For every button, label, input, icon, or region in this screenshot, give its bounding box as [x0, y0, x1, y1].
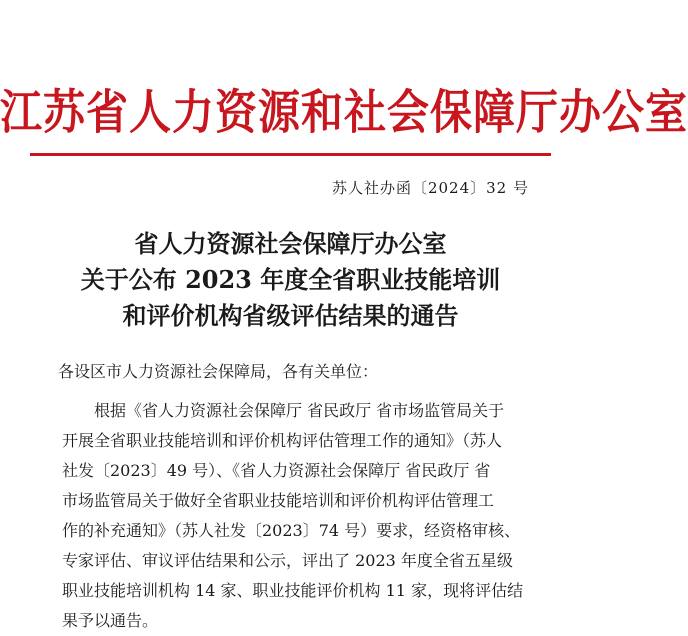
- body-line: 开展全省职业技能培训和评价机构评估管理工作的通知》（苏人: [62, 431, 503, 450]
- document-title: [0, 226, 581, 334]
- salutation: 各设区市人力资源社会保障局，各有关单位：: [58, 362, 379, 381]
- title-line: 关于公布 2023 年度全省职业技能培训: [80, 265, 501, 294]
- title-line: 和评价机构省级评估结果的通告: [122, 301, 459, 330]
- header-red-rule: [30, 153, 551, 156]
- document-number: 苏人社办函〔2024〕32 号: [331, 179, 529, 197]
- title-line: 省人力资源社会保障厅办公室: [134, 229, 447, 258]
- body-line: 专家评估、审议评估结果和公示，评出了 2023 年度全省五星级: [62, 551, 513, 570]
- body-line: 市场监管局关于做好全省职业技能培训和评价机构评估管理工: [62, 491, 495, 510]
- body-line: 果予以通告。: [62, 611, 159, 630]
- body-line: 社发〔2023〕49 号）、《省人力资源社会保障厅 省民政厅 省: [62, 461, 491, 480]
- body-line: 职业技能培训机构 14 家、职业技能评价机构 11 家，现将评估结: [62, 581, 524, 600]
- body-line: 作的补充通知》（苏人社发〔2023〕74 号）要求，经资格审核、: [62, 521, 521, 540]
- body-line: 根据《省人力资源社会保障厅 省民政厅 省市场监管局关于: [94, 401, 505, 420]
- issuer-header: 江苏省人力资源和社会保障厅办公室: [0, 85, 688, 140]
- body-paragraph: [62, 396, 523, 636]
